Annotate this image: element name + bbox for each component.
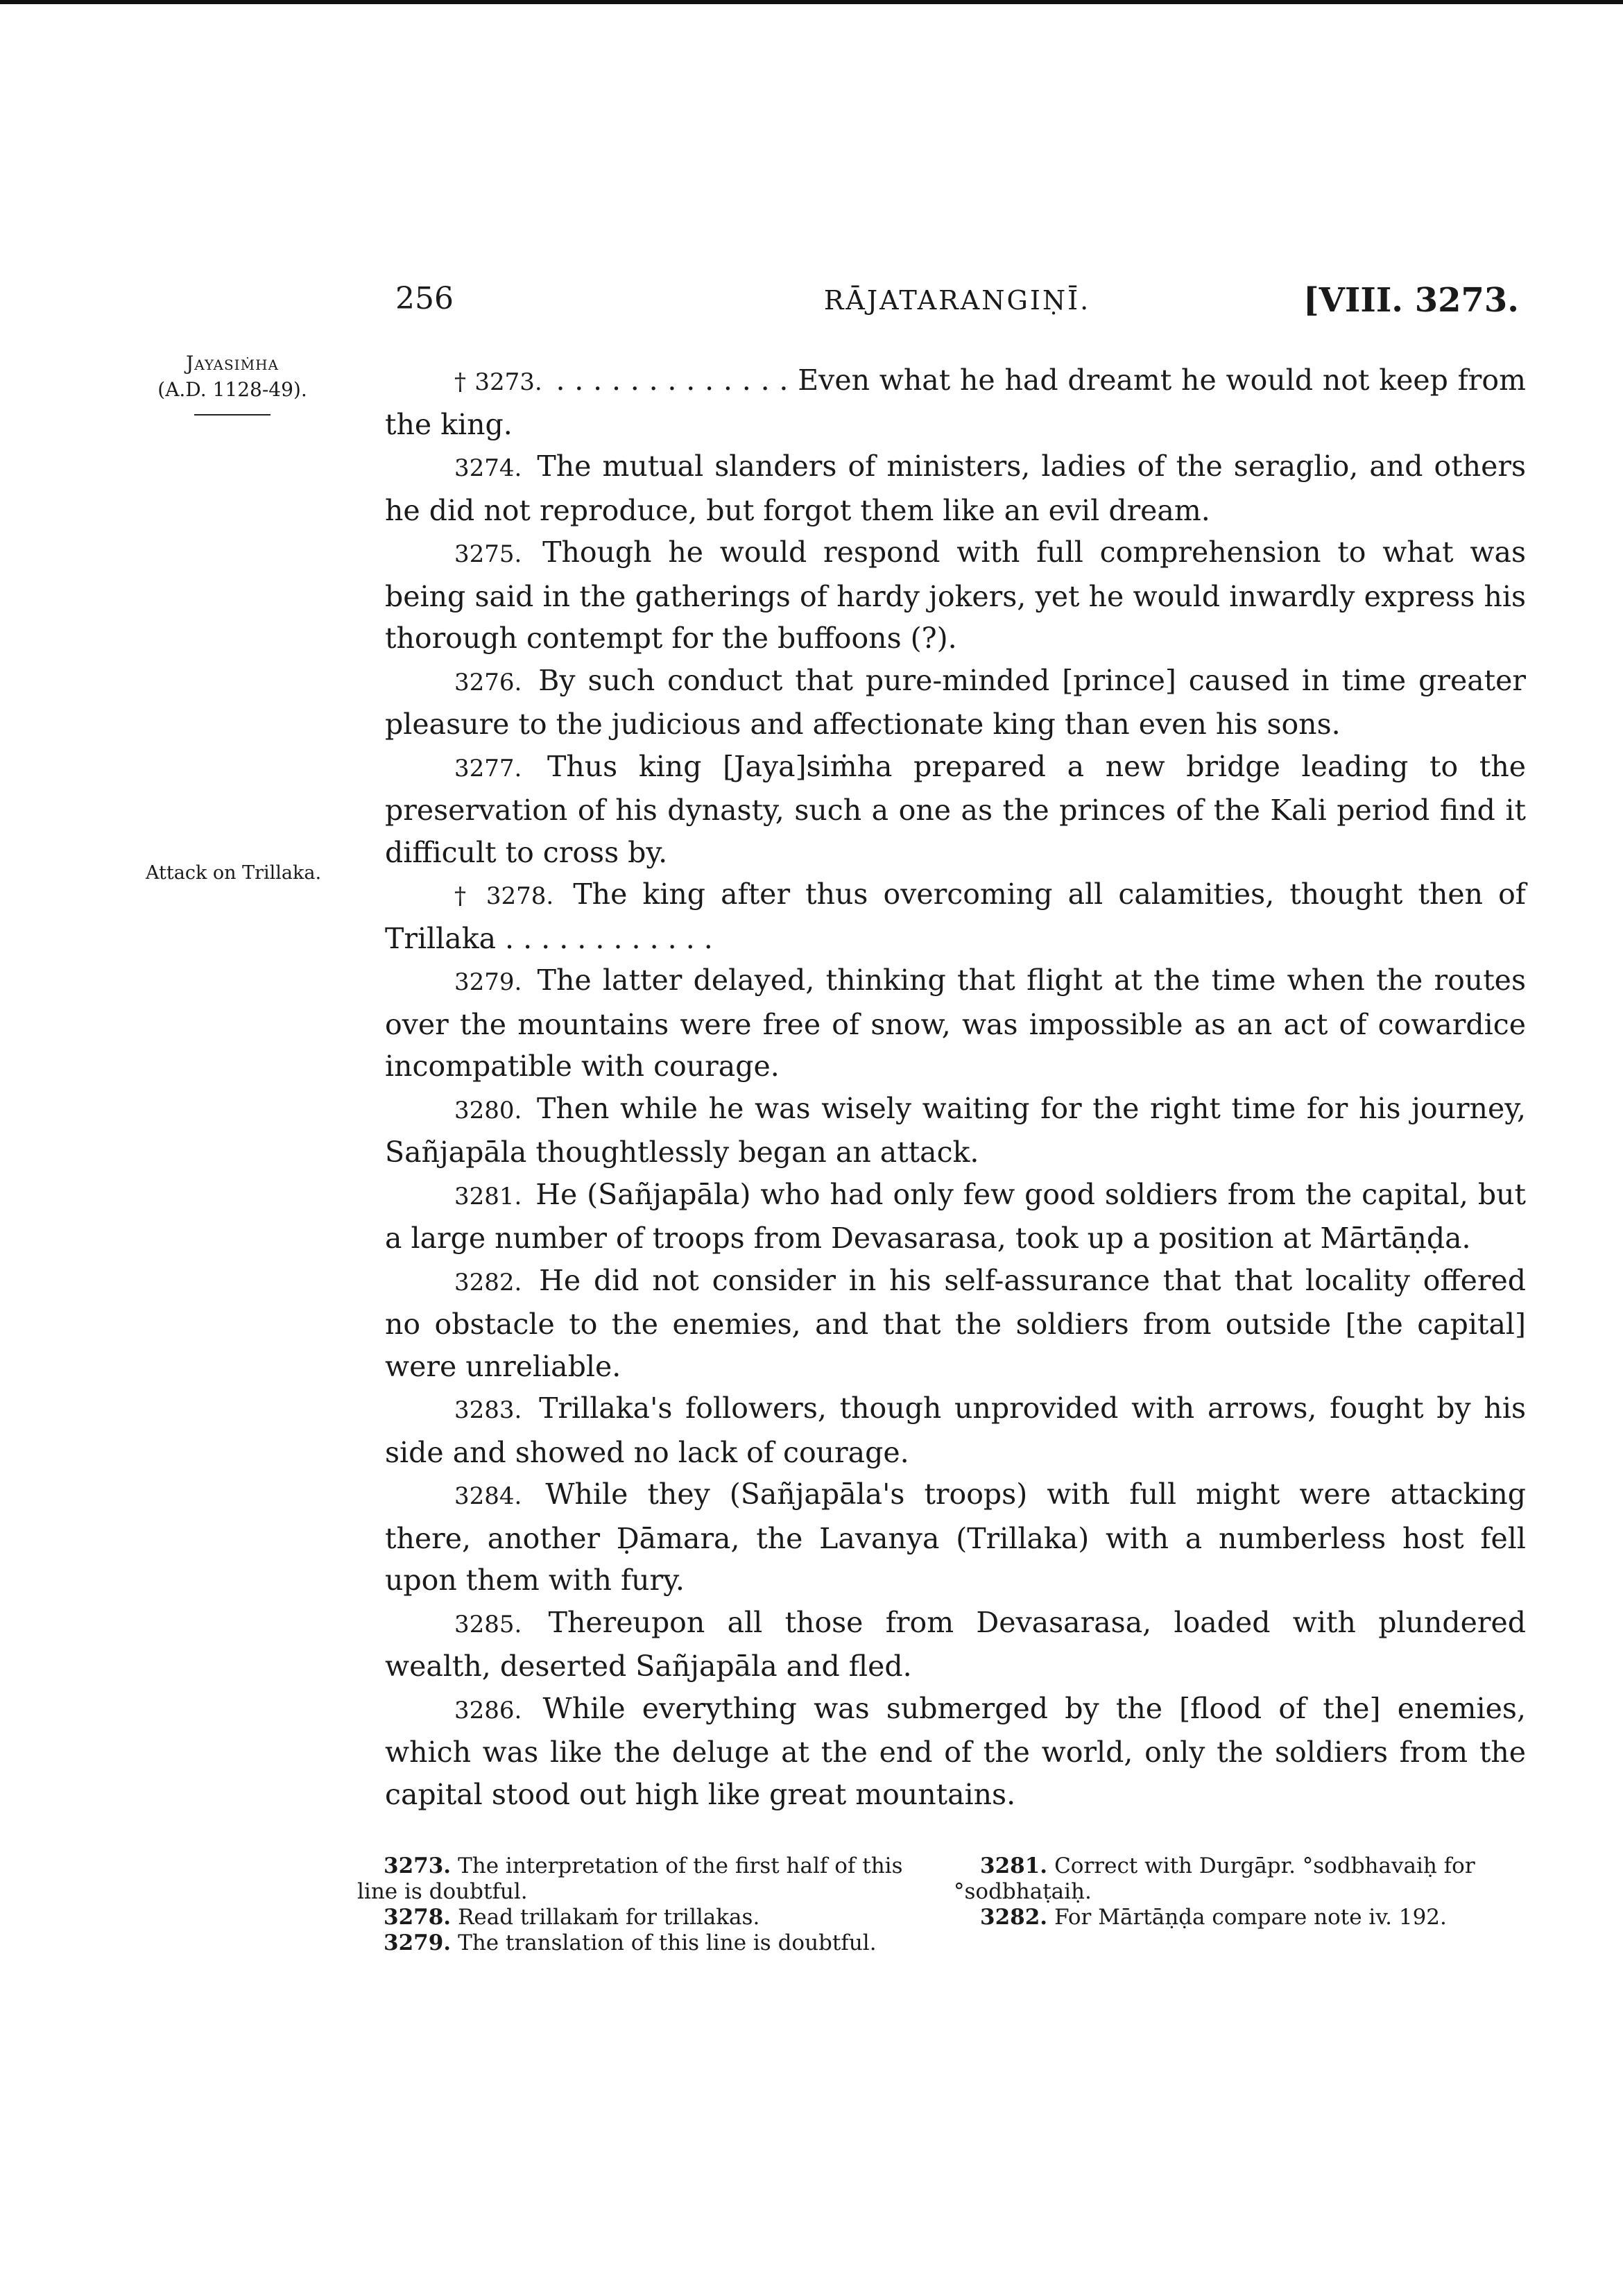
footnote-text: The interpretation of the first half of this line is doubtful. (357, 1853, 903, 1904)
verse-text: The mutual slanders of ministers, ladies of the seraglio, and others he did not reproduce, but forgot them like an evil dream. (385, 449, 1526, 527)
paragraph-3273 (385, 359, 1526, 445)
footnote-text: For Mārtāṇḍa compare note iv. 192. (1054, 1905, 1447, 1930)
paragraph-3275 (385, 531, 1526, 660)
verse-number: † 3278. (454, 882, 554, 910)
verse-text: Trillaka's followers, though unprovided with arrows, fought by his side and showed no lack of courage. (385, 1391, 1526, 1469)
verse-number: 3280. (454, 1096, 522, 1124)
footnote-number: 3278. (384, 1905, 452, 1930)
margin-dates: (A.D. 1128-49). (157, 378, 307, 401)
paragraph-3278 (385, 873, 1526, 959)
verse-text: Thus king [Jaya]siṁha prepared a new bridge leading to the preservation of his dynasty, such a one as the princes of the Kali period find it difficult to cross by. (385, 749, 1526, 869)
footnote-number: 3282. (980, 1905, 1048, 1930)
verse-text: The latter delayed, thinking that flight at the time when the routes over the mountains were free of snow, was impossible as an act of cowardice incompatible with courage. (385, 963, 1526, 1083)
verse-text: While they (Sañjapāla's troops) with full might were attacking there, another Ḍāmara, the Lavanya (Trillaka) with a numberless host fell upon them with fury. (385, 1477, 1526, 1597)
paragraph-3277 (385, 746, 1526, 874)
verse-number: 3281. (454, 1182, 522, 1210)
footnote (954, 1853, 1509, 1905)
verse-number: 3277. (454, 754, 522, 782)
verse-text: . . . . . . . . . . . . . Even what he had dreamt he would not keep from the king. (385, 363, 1526, 441)
footnote (357, 1905, 912, 1930)
verse-text: Thereupon all those from Devasarasa, loaded with plundered wealth, deserted Sañjapāla and fled. (385, 1605, 1526, 1683)
paragraph-3282 (385, 1260, 1526, 1388)
margin-note-attack: Attack on Trillaka. (146, 862, 322, 884)
verse-text: By such conduct that pure-minded [prince] caused in time greater pleasure to the judicious and affectionate king than even his sons. (385, 663, 1526, 741)
footnote-text: Correct with Durgāpr. °sodbhavaiḥ for °sodbhaṭaiḥ. (954, 1853, 1475, 1904)
verse-number: 3286. (454, 1696, 522, 1724)
footnote-text: Read trillakaṁ for trillakas. (458, 1905, 760, 1930)
paragraph-3274 (385, 445, 1526, 531)
margin-rule (194, 414, 270, 415)
verse-text: While everything was submerged by the [flood of the] enemies, which was like the deluge at the end of the world, only the soldiers from the capital stood out high like great mountains. (385, 1691, 1526, 1811)
paragraph-3279 (385, 959, 1526, 1088)
margin-reign-note (104, 350, 361, 415)
paragraph-3286 (385, 1688, 1526, 1816)
footnote-number: 3279. (384, 1930, 452, 1955)
verse-number: 3274. (454, 454, 522, 482)
verse-number: † 3273. (454, 368, 542, 396)
verse-text: He did not consider in his self-assurance that that locality offered no obstacle to the enemies, and that the soldiers from outside [the capital] were unreliable. (385, 1263, 1526, 1383)
verse-number: 3275. (454, 540, 522, 568)
footnote-number: 3273. (384, 1853, 452, 1878)
paragraph-3276 (385, 660, 1526, 746)
verse-number: 3285. (454, 1610, 522, 1638)
verse-text: He (Sañjapāla) who had only few good soldiers from the capital, but a large number of troops from Devasarasa, took up a position at Mārtāṇḍa. (385, 1177, 1526, 1255)
footnote (954, 1905, 1509, 1930)
paragraph-3284 (385, 1473, 1526, 1602)
verse-text: The king after thus overcoming all calamities, thought then of Trillaka . . . . . . . . . . . . (385, 877, 1526, 955)
footnote-text: The translation of this line is doubtful. (458, 1930, 877, 1955)
paragraph-3283 (385, 1387, 1526, 1473)
verse-number: 3279. (454, 968, 522, 996)
verse-text: Then while he was wisely waiting for the right time for his journey, Sañjapāla thoughtlessly began an attack. (385, 1091, 1526, 1169)
paragraph-3280 (385, 1088, 1526, 1174)
top-border-line (0, 0, 1623, 4)
footnote (357, 1853, 912, 1905)
paragraph-3285 (385, 1602, 1526, 1688)
verse-number: 3284. (454, 1482, 522, 1510)
verse-number: 3282. (454, 1268, 522, 1296)
main-text (385, 359, 1526, 1815)
verse-number: 3276. (454, 668, 522, 696)
footnote (357, 1930, 912, 1956)
verse-number: 3283. (454, 1396, 522, 1424)
footnotes (357, 1853, 1509, 1956)
running-title: RĀJATARANGIṆĪ. (823, 285, 1091, 316)
running-header (395, 281, 1519, 329)
paragraph-3281 (385, 1174, 1526, 1260)
page-number: 256 (395, 281, 454, 316)
margin-king-name: Jayasiṁha (186, 352, 279, 375)
footnotes-right-column (954, 1853, 1509, 1956)
footnote-number: 3281. (980, 1853, 1048, 1878)
section-reference: [VIII. 3273. (1303, 281, 1519, 320)
footnotes-left-column (357, 1853, 912, 1956)
verse-text: Though he would respond with full comprehension to what was being said in the gatherings of hardy jokers, yet he would inwardly express his thorough contempt for the buffoons (?). (385, 536, 1526, 655)
